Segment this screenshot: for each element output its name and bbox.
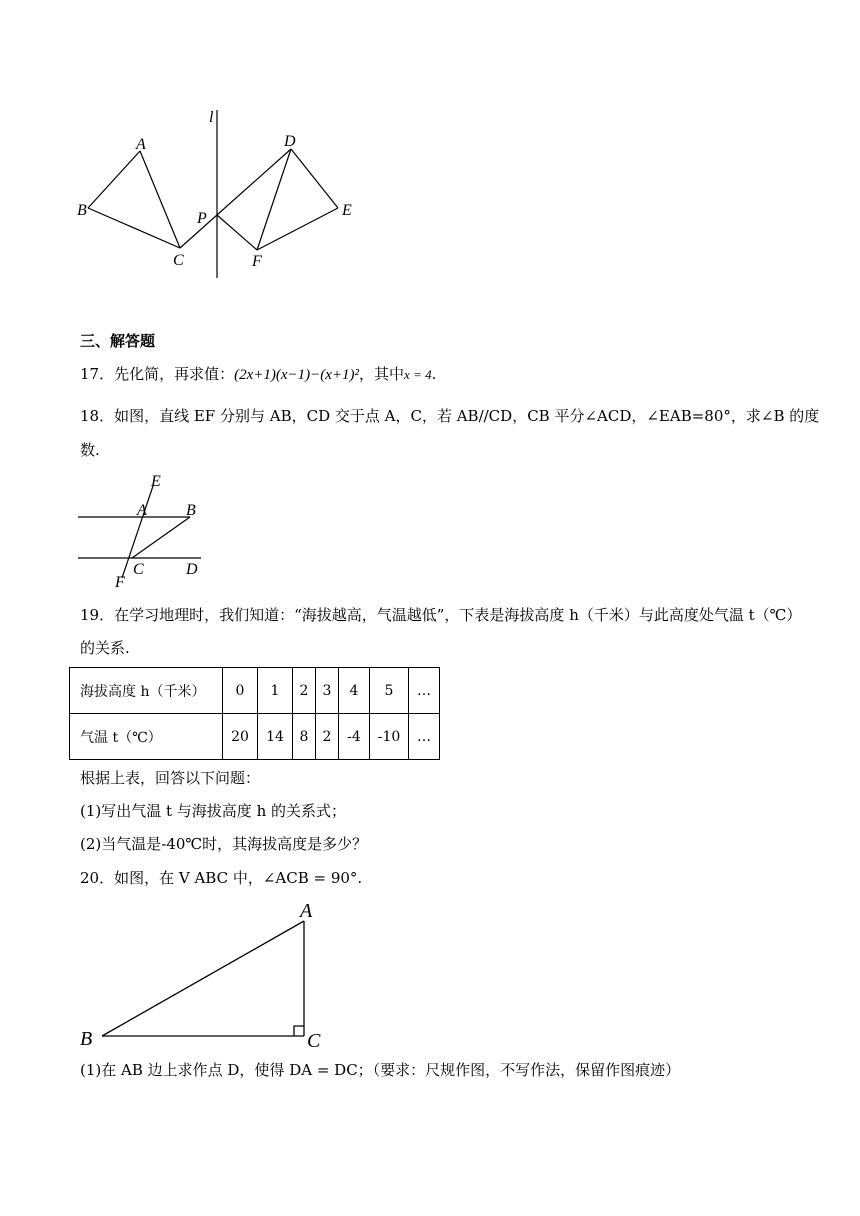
table-cell: 8 — [293, 714, 316, 760]
table-cell: 3 — [316, 668, 339, 714]
segment-DE — [291, 149, 338, 208]
question-19-line2: 的关系. — [80, 639, 130, 657]
label-C: C — [307, 1030, 321, 1052]
altitude-temperature-table — [69, 667, 440, 760]
table-cell: -10 — [370, 714, 409, 760]
table-cell: 20 — [223, 714, 258, 760]
figure-right-triangle — [70, 895, 340, 1055]
table-cell: 4 — [339, 668, 370, 714]
label-D: D — [186, 561, 198, 578]
question-19-line1: 19．在学习地理时，我们知道：“海拔越高，气温越低”，下表是海拔高度 h（千米）与此高度处气温 t（℃） — [80, 606, 802, 624]
question-20-part1: (1)在 AB 边上求作点 D，使得 DA = DC；（要求：尺规作图，不写作法，保留作图痕迹） — [80, 1061, 681, 1079]
table-cell: 5 — [370, 668, 409, 714]
label-A: A — [136, 136, 146, 153]
label-A: A — [137, 502, 147, 519]
section-title: 三、解答题 — [80, 332, 156, 350]
table-cell: -4 — [339, 714, 370, 760]
q17-end: . — [431, 365, 437, 383]
label-l: l — [209, 109, 214, 126]
question-19-followup: 根据上表，回答以下问题： — [80, 769, 261, 787]
figure-parallel-lines — [70, 470, 220, 590]
segment-AB — [88, 151, 140, 208]
label-C: C — [173, 252, 184, 269]
figure-symmetry-diagram — [70, 100, 370, 285]
label-F: F — [115, 574, 125, 590]
table-header-altitude: 海拔高度 h（千米） — [70, 668, 223, 714]
segment-FP — [217, 215, 257, 250]
table-cell: … — [409, 668, 440, 714]
label-B: B — [80, 1028, 93, 1050]
table-cell: 1 — [258, 668, 293, 714]
table-cell: 0 — [223, 668, 258, 714]
label-B: B — [186, 502, 196, 519]
label-E: E — [342, 202, 352, 219]
label-F: F — [252, 253, 262, 270]
table-cell: … — [409, 714, 440, 760]
label-C: C — [133, 561, 144, 578]
question-19-part1: (1)写出气温 t 与海拔高度 h 的关系式； — [80, 802, 347, 820]
label-P: P — [197, 210, 207, 227]
segment-AB — [102, 921, 304, 1036]
q17-tail: ，其中 — [359, 365, 405, 383]
table-row — [70, 714, 440, 760]
question-19-part2: (2)当气温是-40℃时，其海拔高度是多少？ — [80, 835, 368, 853]
question-20: 20．如图，在 V ABC 中，∠ACB = 90°. — [80, 869, 363, 887]
label-D: D — [284, 133, 296, 150]
q17-expression: (2x+1)(x−1)−(x+1)² — [234, 367, 360, 383]
table-cell: 2 — [293, 668, 316, 714]
question-18-line2: 数. — [80, 441, 100, 459]
table-cell: 2 — [316, 714, 339, 760]
table-cell: 14 — [258, 714, 293, 760]
question-18-line1: 18．如图，直线 EF 分别与 AB，CD 交于点 A，C，若 AB//CD，CB 平分∠ACD，∠EAB=80°，求∠B 的度 — [80, 407, 820, 425]
q17-text: 17．先化简，再求值： — [80, 365, 235, 383]
label-A: A — [300, 900, 313, 922]
q17-condition: x = 4 — [404, 367, 432, 382]
label-E: E — [151, 473, 161, 490]
table-header-temperature: 气温 t（℃） — [70, 714, 223, 760]
right-angle-mark — [294, 1026, 304, 1036]
table-row — [70, 668, 440, 714]
label-B: B — [77, 202, 87, 219]
question-17 — [80, 364, 436, 385]
